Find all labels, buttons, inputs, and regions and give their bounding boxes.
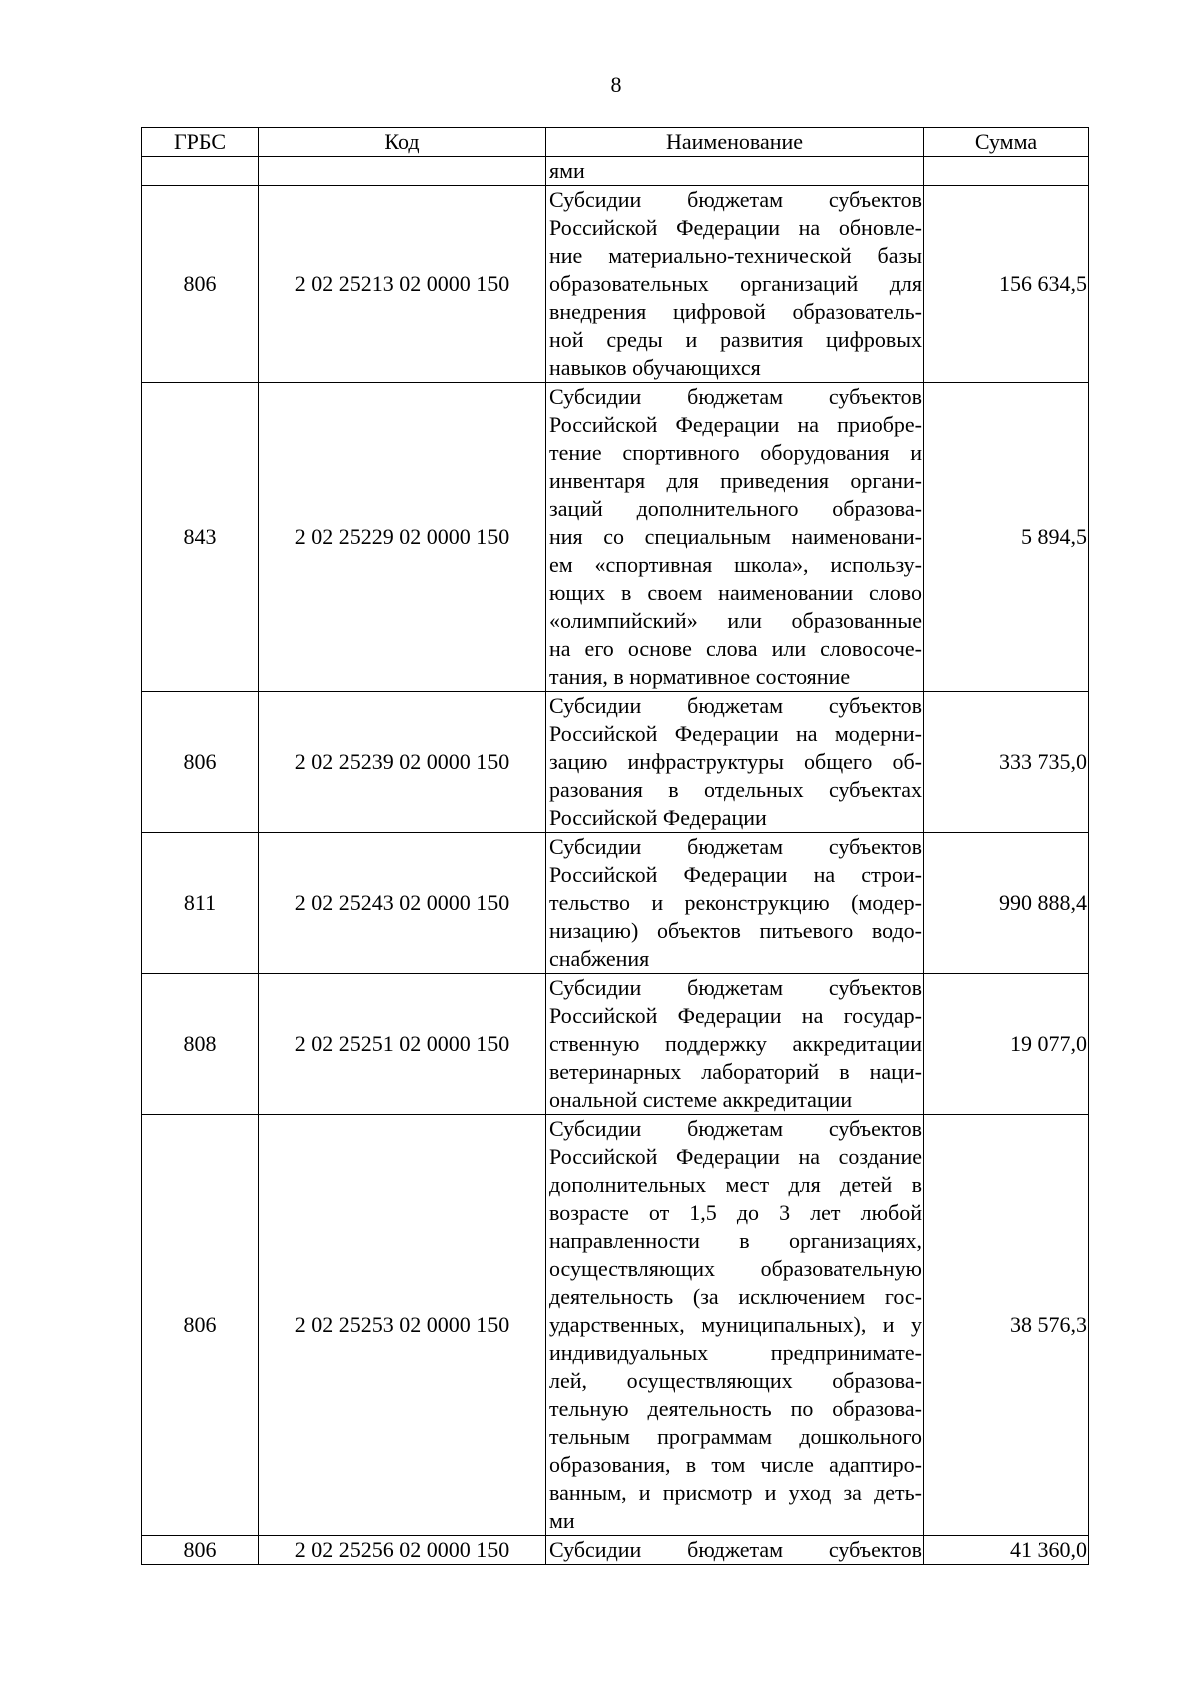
name-line: возрасте от 1,5 до 3 лет любой: [549, 1200, 922, 1225]
header-grbs: ГРБС: [142, 128, 259, 157]
name-line: инвентаря для приведения органи-: [549, 468, 922, 493]
cell-sum: [924, 157, 1089, 186]
table-row: [142, 833, 1089, 974]
header-sum: Сумма: [924, 128, 1089, 157]
cell-sum: 990 888,4: [924, 833, 1089, 974]
name-line: Субсидии бюджетам субъектов: [549, 975, 922, 1000]
name-line: индивидуальных предпринимате-: [549, 1340, 922, 1365]
cell-kod: 2 02 25229 02 0000 150: [259, 383, 546, 692]
name-line: низацию) объектов питьевого водо-: [549, 918, 922, 943]
name-line: навыков обучающихся: [549, 355, 761, 380]
cell-sum: 41 360,0: [924, 1536, 1089, 1565]
name-line: дополнительных мест для детей в: [549, 1172, 922, 1197]
cell-kod: 2 02 25213 02 0000 150: [259, 186, 546, 383]
cell-grbs: 806: [142, 1536, 259, 1565]
cell-sum: 5 894,5: [924, 383, 1089, 692]
cell-kod: 2 02 25239 02 0000 150: [259, 692, 546, 833]
cell-name: [546, 1115, 924, 1536]
name-line: ударственных, муниципальных), и у: [549, 1312, 922, 1337]
name-line: «олимпийский» или образованные: [549, 608, 922, 633]
cell-sum: 19 077,0: [924, 974, 1089, 1115]
name-line: ния со специальным наименовани-: [549, 524, 922, 549]
name-line: образовательных организаций для: [549, 271, 922, 296]
name-line: Российской Федерации на государ-: [549, 1003, 922, 1028]
cell-grbs: [142, 157, 259, 186]
name-line: тельство и реконструкцию (модер-: [549, 890, 922, 915]
name-line: Российской Федерации на создание: [549, 1144, 922, 1169]
cell-grbs: 806: [142, 186, 259, 383]
continuation-row: [142, 157, 1089, 186]
name-line: осуществляющих образовательную: [549, 1256, 922, 1281]
name-line: тельным программам дошкольного: [549, 1424, 922, 1449]
name-line: зацию инфраструктуры общего об-: [549, 749, 922, 774]
cell-sum: 38 576,3: [924, 1115, 1089, 1536]
name-line: снабжения: [549, 946, 650, 971]
name-line: Российской Федерации: [549, 805, 767, 830]
name-line: образования, в том числе адаптиро-: [549, 1452, 922, 1477]
cell-kod: [259, 157, 546, 186]
name-line: деятельность (за исключением гос-: [549, 1284, 922, 1309]
name-line: Субсидии бюджетам субъектов: [549, 187, 922, 212]
name-line: ем «спортивная школа», использу-: [549, 552, 922, 577]
cell-grbs: 808: [142, 974, 259, 1115]
table-row: [142, 974, 1089, 1115]
cell-sum: 333 735,0: [924, 692, 1089, 833]
name-line: ной среды и развития цифровых: [549, 327, 922, 352]
name-line: Российской Федерации на обновле-: [549, 215, 922, 240]
name-line: тания, в нормативное состояние: [549, 664, 851, 689]
cell-grbs: 811: [142, 833, 259, 974]
name-line: Субсидии бюджетам субъектов: [549, 384, 922, 409]
table-header-row: [142, 128, 1089, 157]
table-row: [142, 692, 1089, 833]
name-line: ональной системе аккредитации: [549, 1087, 853, 1112]
cell-name: [546, 833, 924, 974]
name-line: тельную деятельность по образова-: [549, 1396, 922, 1421]
name-line: тение спортивного оборудования и: [549, 440, 922, 465]
name-line: Российской Федерации на строи-: [549, 862, 922, 887]
name-line: Субсидии бюджетам субъектов: [549, 1116, 922, 1141]
name-line: Российской Федерации на модерни-: [549, 721, 922, 746]
cell-name: [546, 974, 924, 1115]
name-line: направленности в организациях,: [549, 1228, 922, 1253]
header-kod: Код: [259, 128, 546, 157]
name-line: ветеринарных лабораторий в наци-: [549, 1059, 922, 1084]
name-line: ванным, и присмотр и уход за деть-: [549, 1480, 922, 1505]
name-line: разования в отдельных субъектах: [549, 777, 922, 802]
page-number: 8: [610, 72, 622, 97]
cell-name: [546, 186, 924, 383]
name-line: Российской Федерации на приобре-: [549, 412, 922, 437]
table-row: [142, 186, 1089, 383]
name-line: ющих в своем наименовании слово: [549, 580, 922, 605]
cell-grbs: 806: [142, 692, 259, 833]
cell-name: [546, 1536, 924, 1565]
name-line: заций дополнительного образова-: [549, 496, 922, 521]
budget-table: [141, 127, 1089, 1565]
table-row: [142, 383, 1089, 692]
cell-name: ями: [546, 157, 924, 186]
name-line: ние материально-технической базы: [549, 243, 922, 268]
cell-kod: 2 02 25253 02 0000 150: [259, 1115, 546, 1536]
header-name: Наименование: [546, 128, 924, 157]
name-line: на его основе слова или словосоче-: [549, 636, 922, 661]
cell-kod: 2 02 25256 02 0000 150: [259, 1536, 546, 1565]
cell-grbs: 843: [142, 383, 259, 692]
name-line: ственную поддержку аккредитации: [549, 1031, 922, 1056]
cell-kod: 2 02 25251 02 0000 150: [259, 974, 546, 1115]
name-line: лей, осуществляющих образова-: [549, 1368, 922, 1393]
cell-sum: 156 634,5: [924, 186, 1089, 383]
table-body: [142, 157, 1089, 1565]
cell-name: [546, 692, 924, 833]
name-line: Субсидии бюджетам субъектов: [549, 1537, 922, 1562]
cell-grbs: 806: [142, 1115, 259, 1536]
table-row: [142, 1115, 1089, 1536]
name-line: Субсидии бюджетам субъектов: [549, 693, 922, 718]
cell-kod: 2 02 25243 02 0000 150: [259, 833, 546, 974]
name-line: ми: [549, 1508, 575, 1533]
name-line: внедрения цифровой образователь-: [549, 299, 922, 324]
cell-name: [546, 383, 924, 692]
table-row: [142, 1536, 1089, 1565]
name-line: Субсидии бюджетам субъектов: [549, 834, 922, 859]
